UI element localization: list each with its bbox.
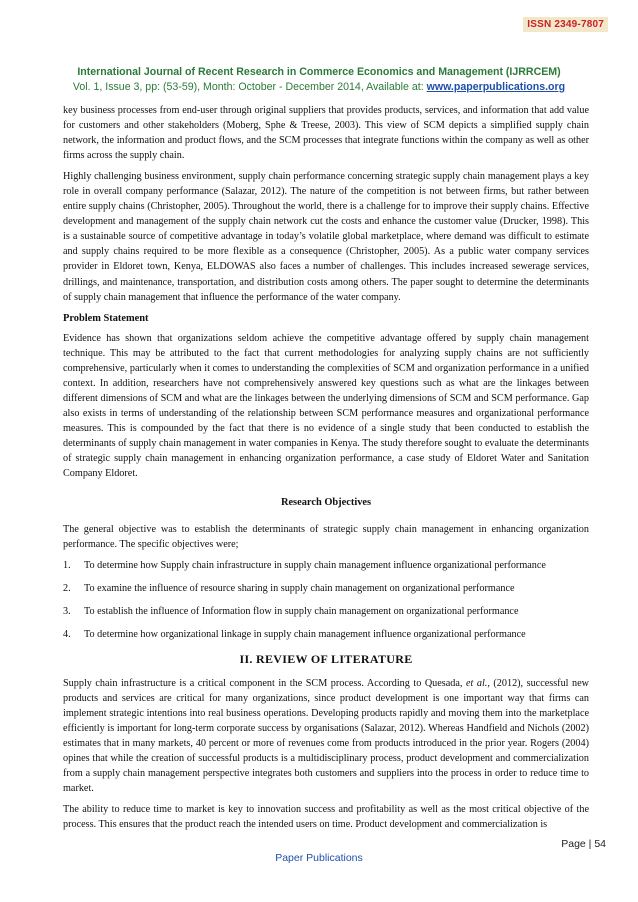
research-objectives-heading: Research Objectives <box>280 497 372 509</box>
list-item-number: 1. <box>63 560 71 572</box>
objectives-list <box>63 558 589 642</box>
literature-1-citation-emphasis: et al., <box>465 677 490 689</box>
list-item <box>63 558 589 573</box>
paragraph-literature-1 <box>63 676 589 796</box>
list-item-text: To establish the influence of Information flow in supply chain management on organizational performance <box>84 606 519 618</box>
publisher-footer: Paper Publications <box>275 852 363 864</box>
literature-review-heading: II. REVIEW OF LITERATURE <box>239 652 413 667</box>
journal-title: International Journal of Recent Research in Commerce Economics and Management (IJRRCEM) <box>77 66 561 78</box>
literature-1-text-a: Supply chain infrastructure is a critical component in the SCM process. According to Quesada, <box>63 677 466 689</box>
list-item <box>63 627 589 642</box>
list-item <box>63 604 589 619</box>
paragraph-problem-statement: Evidence has shown that organizations seldom achieve the competitive advantage offered by supply chain management technique. This may be attributed to the fact that current methodologies for analyzing supply chains are not sufficiently comprehensive, particularly when it comes to understanding the complexities of SCM and organization performance in a unified context. In addition, researchers have not comprehensively answered key questions such as what are the linkages between different dimensions of SCM and what are the linkages between the underlying dimensions of SCM and SCM performance. Gap also exists in terms of understanding of the relationship between SCM performance measures and organizational performance measures. This is compounded by the fact that there is no evidence of a single study that been conducted to establish the determinants of supply chain management in water companies in Kenya. The study therefore sought to evaluate the determinants of strategic supply chain management in enhancing organization performance, a case study of Eldoret Water and Sanitation Company Eldoret. <box>63 332 589 480</box>
article-body <box>63 103 589 838</box>
list-item-number: 3. <box>63 606 71 618</box>
paragraph-objectives-intro: The general objective was to establish the determinants of strategic supply chain management in enhancing organization performance. The specific objectives were; <box>63 524 589 551</box>
journal-subtitle <box>0 81 638 93</box>
list-item-number: 2. <box>63 583 71 595</box>
paragraph-context: Highly challenging business environment, supply chain performance concerning strategic supply chain management plays a key role in overall company performance (Salazar, 2012). The nature of the competition is not between firms, but rather between entire supply chains (Christopher, 2005). Throughout the world, there is a challenge for to improve their supply chains. Effective development and management of the supply chain network cut the costs and enhance the customer value (Drucker, 1998). This is a sustainable source of competitive advantage in today’s volatile global marketplace, where demand was difficult to estimate and supply chains required to be more flexible as a consequence (Christopher, 2005). As a public water company services provider in Eldoret town, Kenya, ELDOWAS also faces a number of challenges. This includes increased sewerage services, drillings, and maintenance, transportation, and distribution costs among others. The paper sought to determine the determinants of supply chain management that influence the performance of the water company. <box>63 171 589 303</box>
issn-badge: ISSN 2349-7807 <box>523 17 608 32</box>
list-item-text: To determine how organizational linkage in supply chain management influence organizational performance <box>84 629 526 641</box>
paragraph-intro: key business processes from end-user through original suppliers that provides products, services, and information that add value for customers and other stakeholders (Moberg, Sphe & Treese, 2003). This view of SCM depicts a simplified supply chain network, the information and product flows, and the SCM processes that integrate functions within the company as well as other firms across the supply chain. <box>63 105 589 162</box>
list-item-text: To determine how Supply chain infrastructure in supply chain management influence organizational performance <box>84 560 546 572</box>
list-item-number: 4. <box>63 629 71 641</box>
literature-1-text-b: (2012), successful new products and services are critical for many organizations, since product development is one important way that firms can implement strategic intentions into real business operations. Developing products rapidly and moving them into the marketplace efficiently is important for long-term corporate success by organisations (Salazar, 2012). Whereas Handfield and Nichols (2002) estimates that in many markets, 40 percent or more of revenues come from products introduced in the prior year. Rogers (2004) opines that while the creation of successful products is a multidisciplinary process, product development and commercialization from a supply chain management perspective integrates both customers and suppliers into the process in order to reduce time to market. <box>63 677 589 794</box>
problem-statement-heading: Problem Statement <box>63 312 149 324</box>
journal-issue-info: Vol. 1, Issue 3, pp: (53-59), Month: October - December 2014, Available at: <box>72 81 427 93</box>
paragraph-literature-2: The ability to reduce time to market is key to innovation success and profitability as well as the most critical objective of the process. This ensures that the product reach the intended users on time. Product development and commercialization is <box>63 803 589 830</box>
page-number: Page | 54 <box>561 838 606 850</box>
journal-website-link[interactable]: www.paperpublications.org <box>426 81 566 93</box>
list-item-text: To examine the influence of resource sharing in supply chain management on organizational performance <box>84 583 515 595</box>
list-item <box>63 581 589 596</box>
